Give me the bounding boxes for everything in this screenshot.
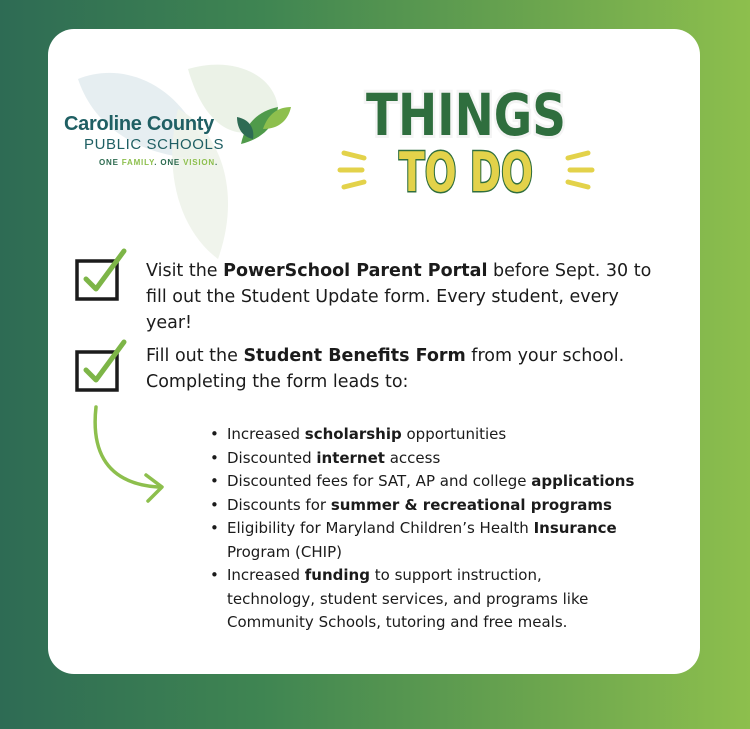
benefit-bold: scholarship	[304, 425, 402, 443]
list-item	[210, 447, 690, 471]
task-1-line	[146, 258, 651, 284]
benefit-bold: funding	[304, 566, 370, 584]
benefit-bold: applications	[531, 472, 635, 490]
flyer-card	[48, 29, 700, 674]
text-span: before Sept. 30 to	[487, 261, 652, 281]
headline-to-do: TO DO	[399, 141, 533, 203]
text-span: Visit the	[146, 261, 224, 281]
logo-subtitle: PUBLIC SCHOOLS	[84, 136, 225, 153]
list-item	[210, 517, 690, 564]
task-2-line	[146, 343, 624, 369]
benefits-list	[210, 423, 690, 635]
tagline-part: FAMILY	[121, 158, 155, 167]
headline-things: THINGS	[366, 81, 566, 149]
checkbox-check-icon	[74, 338, 130, 394]
text-span: Program (CHIP)	[227, 542, 342, 561]
logo-tagline	[99, 158, 294, 167]
text-span: from your school.	[465, 346, 625, 366]
text-span: Eligibility for Maryland Children’s Health	[227, 519, 534, 537]
text-span: to support instruction,	[369, 566, 542, 584]
text-span: Discounted fees for SAT, AP and college	[227, 472, 532, 490]
task-1-text	[146, 258, 651, 336]
task-2-bold: Student Benefits Form	[243, 346, 466, 366]
text-span: Fill out the	[146, 346, 244, 366]
things-to-do-headline	[336, 73, 596, 203]
task-2-line: Completing the form leads to:	[146, 372, 409, 392]
list-item	[210, 470, 690, 494]
text-span: Increased	[227, 566, 305, 584]
benefit-bold: summer & recreational programs	[330, 495, 612, 514]
task-1-line: fill out the Student Update form. Every student, every	[146, 287, 619, 307]
logo-name: Caroline County	[64, 113, 214, 135]
text-span: Discounted	[227, 448, 317, 467]
list-item	[210, 423, 690, 447]
tagline-part: ONE	[99, 158, 122, 167]
tagline-part: . ONE	[154, 158, 184, 167]
text-span: Increased	[227, 425, 305, 443]
leaf-icon	[233, 99, 293, 149]
text-span: opportunities	[401, 425, 507, 443]
text-span: technology, student services, and programs like	[227, 589, 589, 608]
text-span: Community Schools, tutoring and free meals.	[227, 613, 568, 631]
curved-arrow-icon	[88, 403, 178, 513]
tagline-part: .	[215, 158, 219, 167]
benefit-bold: internet	[316, 448, 385, 467]
list-item	[210, 494, 690, 518]
text-span: Discounts for	[227, 495, 331, 514]
tagline-part: VISION	[183, 158, 216, 167]
task-1-bold: PowerSchool Parent Portal	[223, 261, 488, 281]
text-span: access	[384, 448, 441, 467]
list-item	[210, 564, 690, 635]
checkbox-check-icon	[74, 247, 130, 303]
task-2-text	[146, 343, 624, 395]
task-1-line: year!	[146, 313, 193, 333]
benefit-bold: Insurance	[533, 519, 617, 537]
